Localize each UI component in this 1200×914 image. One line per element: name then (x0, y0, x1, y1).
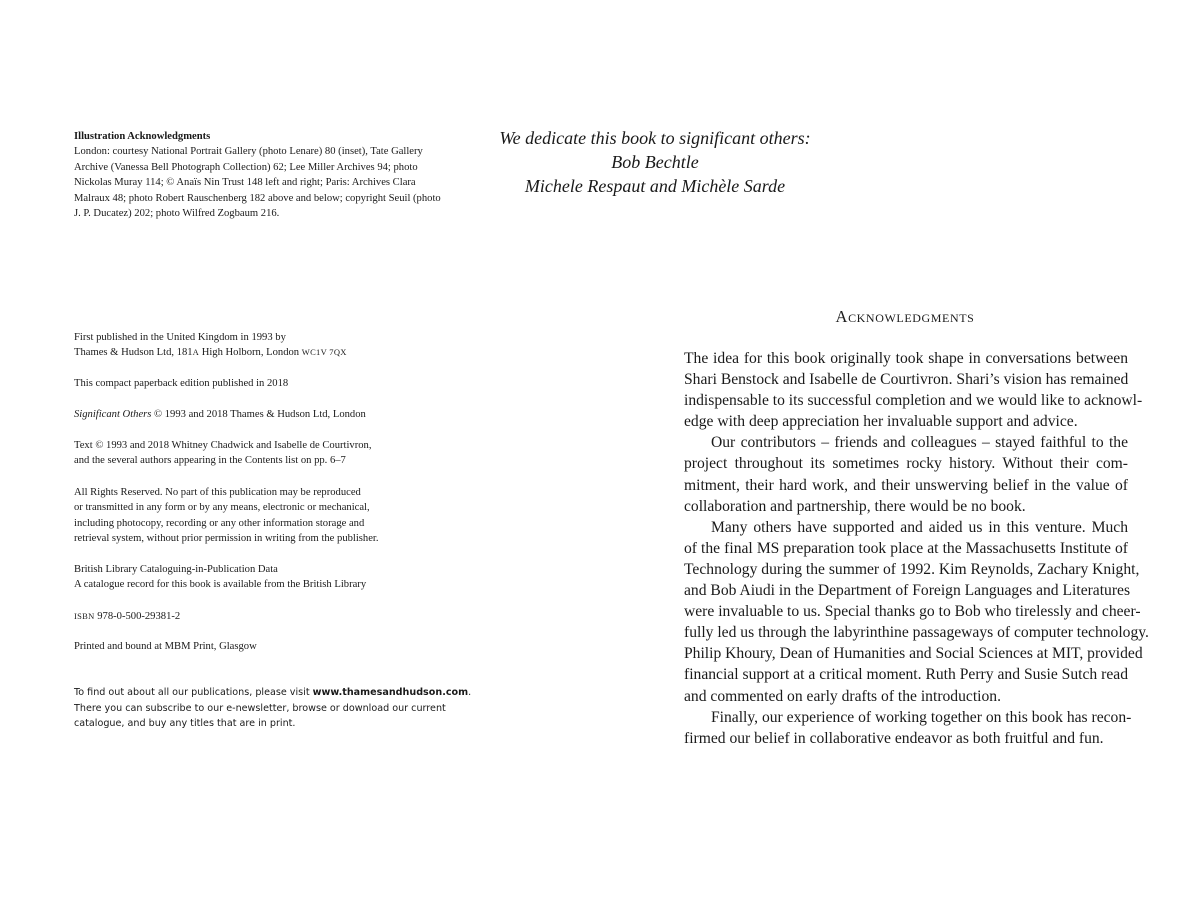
first-published-notice (74, 330, 347, 361)
rights-notice (74, 485, 379, 547)
rights-line: All Rights Reserved. No part of this publication may be reproduced (74, 487, 361, 498)
dedication (0, 126, 1100, 198)
postcode: WC1V 7QX (301, 347, 347, 358)
publisher-notice-line (74, 685, 471, 701)
copyright-line (74, 407, 366, 422)
isbn-line (74, 609, 180, 624)
dedication-line: Michele Respaut and Michèle Sarde (524, 176, 786, 196)
paragraph-line: Shari Benstock and Isabelle de Courtivron. Shari’s vision has remained (684, 371, 1129, 389)
cip-line: British Library Cataloguing-in-Publication Data (74, 564, 278, 575)
paragraph-line: and commented on early drafts of the introduction. (684, 687, 1001, 705)
paragraph-line: firmed our belief in collaborative endeavor as both fruitful and fun. (684, 729, 1104, 747)
website-link[interactable]: www.thamesandhudson.com (312, 687, 469, 698)
paragraph-line: collaboration and partnership, there would be no book. (684, 497, 1026, 515)
publisher-notice-punct: . (468, 687, 472, 698)
acknowledgments-paragraph (684, 348, 1143, 432)
rights-line: or transmitted in any form or by any means, electronic or mechanical, (74, 502, 370, 514)
copyright-notice (74, 407, 366, 422)
paragraph-line: and Bob Aiudi in the Department of Foreign Languages and Literatures (684, 582, 1131, 600)
publisher-notice (74, 685, 471, 732)
address-suffix: A (192, 347, 200, 358)
compact-edition-line: This compact paperback edition published in 2018 (74, 378, 289, 389)
acknowledgments-heading: Acknowledgments (835, 307, 975, 326)
illustration-credit-line: J. P. Ducatez) 202; photo Wilfred Zogbaum 216. (74, 208, 280, 220)
publisher-address: Thames & Hudson Ltd, 181 (74, 347, 193, 359)
paragraph-line: Philip Khoury, Dean of Humanities and Social Sciences at MIT, provided (684, 645, 1143, 663)
printer-notice (74, 639, 257, 654)
rights-line: retrieval system, without prior permission in writing from the publisher. (74, 533, 379, 545)
dedication-line: We dedicate this book to significant others: (499, 128, 811, 148)
paragraph-line: Technology during the summer of 1992. Kim Reynolds, Zachary Knight, (684, 560, 1140, 578)
illustration-credit-line: Malraux 48; photo Robert Rauschenberg 182 above and below; copyright Seuil (photo (74, 192, 441, 204)
paragraph-line: of the final MS preparation took place at the Massachusetts Institute of (684, 539, 1128, 557)
copyright-text: © 1993 and 2018 Thames & Hudson Ltd, London (151, 409, 366, 420)
paragraph-line: Finally, our experience of working together on this book has recon- (711, 708, 1132, 726)
publisher-address-line (74, 345, 347, 360)
book-title: Significant Others (74, 409, 152, 420)
printer-line: Printed and bound at MBM Print, Glasgow (74, 641, 257, 652)
compact-edition-notice (74, 376, 288, 391)
dedication-line: Bob Bechtle (611, 152, 699, 172)
paragraph-line: financial support at a critical moment. Ruth Perry and Susie Sutch read (684, 666, 1128, 684)
text-copyright-line: Text © 1993 and 2018 Whitney Chadwick and Isabelle de Courtivron, (74, 440, 372, 451)
acknowledgments-paragraph (684, 432, 1128, 516)
illustration-credit-line: Archive (Vanessa Bell Photograph Collection) 62; Lee Miller Archives 94; photo (74, 161, 418, 173)
acknowledgments-body (684, 348, 1149, 749)
paragraph-line: edge with deep appreciation her invaluable support and advice. (684, 413, 1078, 431)
first-published-line: First published in the United Kingdom in 1993 by (74, 332, 286, 343)
illustration-credit-line: London: courtesy National Portrait Gallery (photo Lenare) 80 (inset), Tate Gallery (74, 146, 423, 158)
publisher-address-rest: High Holborn, London (199, 347, 302, 359)
isbn-notice (74, 609, 180, 624)
paragraph-line: The idea for this book originally took shape in conversations between (684, 350, 1128, 367)
publisher-notice-line: There you can subscribe to our e-newsletter, browse or download our current (74, 702, 446, 714)
cip-line: A catalogue record for this book is available from the British Library (74, 579, 367, 591)
acknowledgments-paragraph (684, 517, 1149, 707)
publisher-notice-line: catalogue, and buy any titles that are in print. (74, 718, 296, 730)
illustration-credit-line: Nickolas Muray 114; © Anaïs Nin Trust 148 left and right; Paris: Archives Clara (74, 177, 416, 189)
paragraph-line: were invaluable to us. Special thanks go to Bob who tirelessly and cheer- (684, 603, 1141, 621)
paragraph-line: project throughout its sometimes rocky history. Without their com- (684, 455, 1128, 473)
paragraph-line: Many others have supported and aided us in this venture. Much (711, 518, 1128, 536)
acknowledgments-paragraph (684, 707, 1132, 749)
paragraph-line: Our contributors – friends and colleagues – stayed faithful to the (711, 434, 1128, 452)
text-copyright-line: and the several authors appearing in the Contents list on pp. 6–7 (74, 455, 346, 467)
illustration-acknowledgments-title: Illustration Acknowledgments (74, 131, 211, 142)
paragraph-line: indispensable to its successful completion and we would like to acknowl- (684, 392, 1143, 410)
cip-notice (74, 562, 366, 593)
publisher-notice-text: To find out about all our publications, please visit (74, 687, 313, 698)
text-copyright-notice (74, 438, 372, 469)
isbn-value: 978-0-500-29381-2 (94, 611, 181, 622)
paragraph-line: fully led us through the labyrinthine passageways of computer technology. (684, 624, 1149, 642)
paragraph-line: mitment, their hard work, and their unswerving belief in the value of (684, 476, 1128, 494)
rights-line: including photocopy, recording or any other information storage and (74, 517, 365, 529)
isbn-label: ISBN (74, 611, 95, 621)
